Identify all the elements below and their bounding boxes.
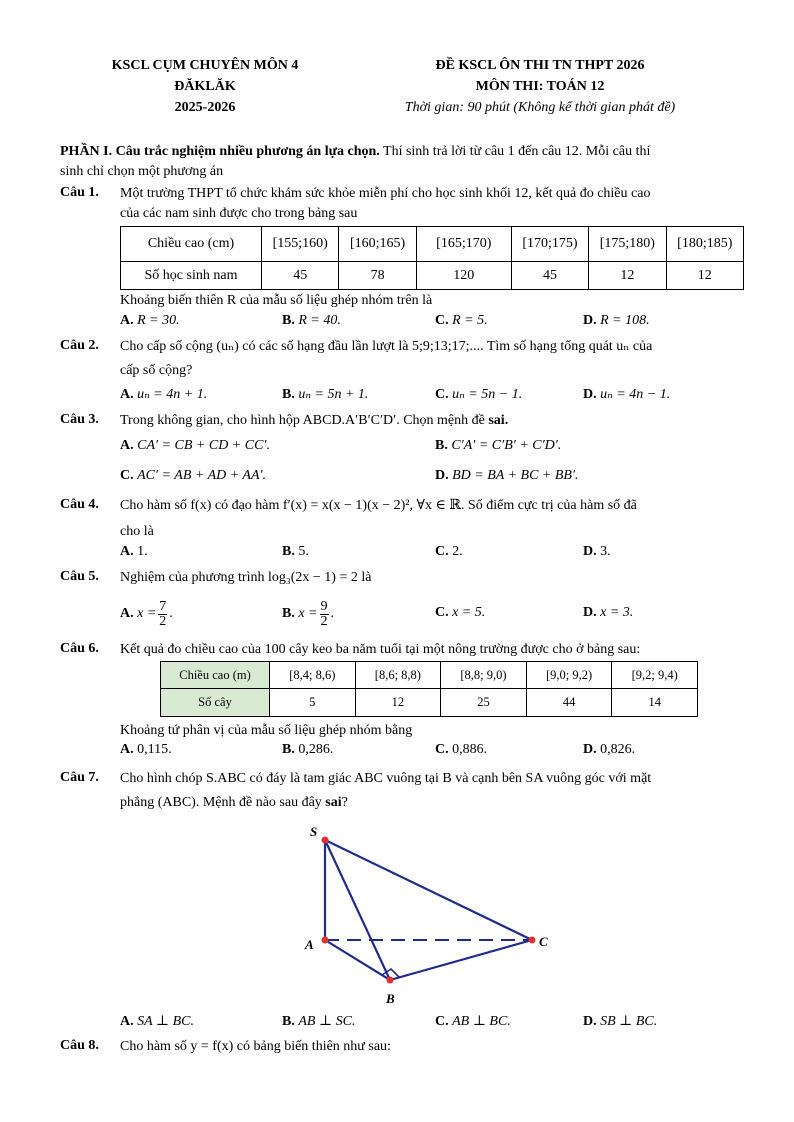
q6-option-a[interactable]: A. 0,115. [120,742,172,757]
q6-label: Câu 6. [60,641,99,656]
q4-option-a[interactable]: A. 1. [120,544,148,559]
q2-label: Câu 2. [60,338,99,353]
q1-label: Câu 1. [60,185,99,200]
q2-option-d[interactable]: D. uₙ = 4n − 1. [583,387,671,402]
vertex-s [322,837,329,844]
q1-table-row-1 [121,227,744,262]
edge-bc [390,940,532,980]
part1-intro: Thí sinh trả lời từ câu 1 đến câu 12. Mỗi câu thí [379,144,651,159]
table-cell: [9,2; 9,4) [612,662,698,689]
table-cell: 12 [589,262,666,290]
vertex-b [387,977,394,984]
table-cell: [8,4; 8,6) [270,662,356,689]
q8-label: Câu 8. [60,1038,99,1053]
q1-option-d[interactable]: D. R = 108. [583,313,650,328]
q4-option-c[interactable]: C. 2. [435,544,463,559]
q1-option-c[interactable]: C. R = 5. [435,313,488,328]
q7-option-a[interactable]: A. SA ⊥ BC. [120,1014,194,1029]
table-cell: [180;185) [666,227,743,262]
table-cell: 45 [511,262,588,290]
vertex-c [529,937,536,944]
q7-text-1: Cho hình chóp S.ABC có đáy là tam giác ABC vuông tại B và cạnh bên SA vuông góc với mặt [120,771,652,786]
q6-table-row-2 [161,689,698,717]
label-b: B [386,991,395,1006]
table-cell: 12 [355,689,441,717]
q8-text-1: Cho hàm số y = f(x) có bảng biến thiên như sau: [120,1039,391,1054]
q7-option-b[interactable]: B. AB ⊥ SC. [282,1014,356,1029]
q2-text-2: cấp số cộng? [120,363,193,378]
q5-label: Câu 5. [60,569,99,584]
table-cell: 120 [416,262,511,290]
q6-option-d[interactable]: D. 0,826. [583,742,636,757]
q1-after: Khoảng biến thiên R của mẫu số liệu ghép nhóm trên là [120,293,433,308]
label-c: C [539,934,548,949]
table-cell: [160;165) [339,227,416,262]
table-cell: 5 [270,689,356,717]
table-cell: Số học sinh nam [121,262,262,290]
pyramid-figure [290,818,570,1010]
table-cell: [170;175) [511,227,588,262]
table-cell: 78 [339,262,416,290]
table-cell: Số cây [161,689,270,717]
q5-option-a[interactable]: A. x = $\frac{7}{2}$ . [120,598,173,629]
q3-label: Câu 3. [60,412,99,427]
part1-heading [60,144,650,160]
q2-text-1: Cho cấp số cộng (uₙ) có các số hạng đầu lần lượt là 5;9;13;17;.... Tìm số hạng tổng quát uₙ của [120,339,653,354]
exam-subject: MÔN THI: TOÁN 12 [475,79,605,94]
header-org: KSCL CỤM CHUYÊN MÔN 4 [111,58,299,73]
q1-option-b[interactable]: B. R = 40. [282,313,341,328]
header-province: ĐĂKLĂK [174,79,236,94]
table-cell: 14 [612,689,698,717]
table-cell: 25 [441,689,527,717]
part1-intro-2: sinh chỉ chọn một phương án [60,164,224,179]
exam-title: ĐỀ KSCL ÔN THI TN THPT 2026 [435,58,645,73]
q4-option-d[interactable]: D. 3. [583,544,611,559]
q6-option-b[interactable]: B. 0,286. [282,742,334,757]
q6-text-1: Kết quả đo chiều cao của 100 cây keo ba năm tuổi tại một nông trường được cho ở bảng sau: [120,642,641,657]
q4-option-b[interactable]: B. 5. [282,544,309,559]
header-year: 2025-2026 [174,100,236,115]
q6-table-row-1 [161,662,698,689]
q5-option-d[interactable]: D. x = 3. [583,605,634,620]
table-cell: 45 [262,262,339,290]
q2-option-c[interactable]: C. uₙ = 5n − 1. [435,387,523,402]
edge-sc [325,840,532,940]
q4-label: Câu 4. [60,497,99,512]
table-cell: 44 [526,689,612,717]
q6-after: Khoảng tứ phân vị của mẫu số liệu ghép nhóm bằng [120,723,413,738]
table-cell: [9,0; 9,2) [526,662,612,689]
label-s: S [310,824,318,839]
q4-text-2: cho là [120,524,154,539]
table-cell: [165;170) [416,227,511,262]
q7-option-d[interactable]: D. SB ⊥ BC. [583,1014,658,1029]
q6-option-c[interactable]: C. 0,886. [435,742,488,757]
q3-text-1: Trong không gian, cho hình hộp ABCD.A′B′C′D′. Chọn mệnh đề sai. [120,413,509,428]
q1-table-row-2 [121,262,744,290]
table-cell: Chiều cao (cm) [121,227,262,262]
q1-option-a[interactable]: A. R = 30. [120,313,180,328]
q2-option-b[interactable]: B. uₙ = 5n + 1. [282,387,369,402]
table-cell: [8,8; 9,0) [441,662,527,689]
q3-option-d[interactable]: D. BD = BA + BC + BB′. [435,468,579,483]
table-cell: [155;160) [262,227,339,262]
q3-option-b[interactable]: B. C′A′ = C′B′ + C′D′. [435,438,562,453]
q1-text-2: của các nam sinh được cho trong bảng sau [120,206,358,221]
q3-option-a[interactable]: A. CA′ = CB + CD + CC′. [120,438,270,453]
q1-text-1: Một trường THPT tổ chức khám sức khỏe miễn phí cho học sinh khối 12, kết quả đo chiều cao [120,186,651,201]
table-cell: [175;180) [589,227,666,262]
table-cell: Chiều cao (m) [161,662,270,689]
table-cell: 12 [666,262,743,290]
q5-option-b[interactable]: B. x = $\frac{9}{2}$ . [282,598,335,629]
exam-time: Thời gian: 90 phút (Không kể thời gian phát đề) [404,100,676,115]
q2-option-a[interactable]: A. uₙ = 4n + 1. [120,387,208,402]
q5-text-1: Nghiệm của phương trình log₃(2x − 1) = 2 là [120,570,372,585]
q5-option-c[interactable]: C. x = 5. [435,605,486,620]
q3-option-c[interactable]: C. AC′ = AB + AD + AA′. [120,468,267,483]
q4-text-1: Cho hàm số f(x) có đạo hàm f′(x) = x(x − 1)(x − 2)², ∀x ∈ ℝ. Số điểm cực trị của hàm số đã [120,498,637,513]
label-a: A [305,937,314,952]
q6-table [160,661,698,717]
q1-table [120,226,744,290]
part1-title: PHẦN I. Câu trắc nghiệm nhiều phương án lựa chọn. [60,144,380,159]
q7-label: Câu 7. [60,770,99,785]
table-cell: [8,6; 8,8) [355,662,441,689]
q7-option-c[interactable]: C. AB ⊥ BC. [435,1014,511,1029]
vertex-a [322,937,329,944]
q7-text-2: phẳng (ABC). Mệnh đề nào sau đây sai? [120,795,348,810]
